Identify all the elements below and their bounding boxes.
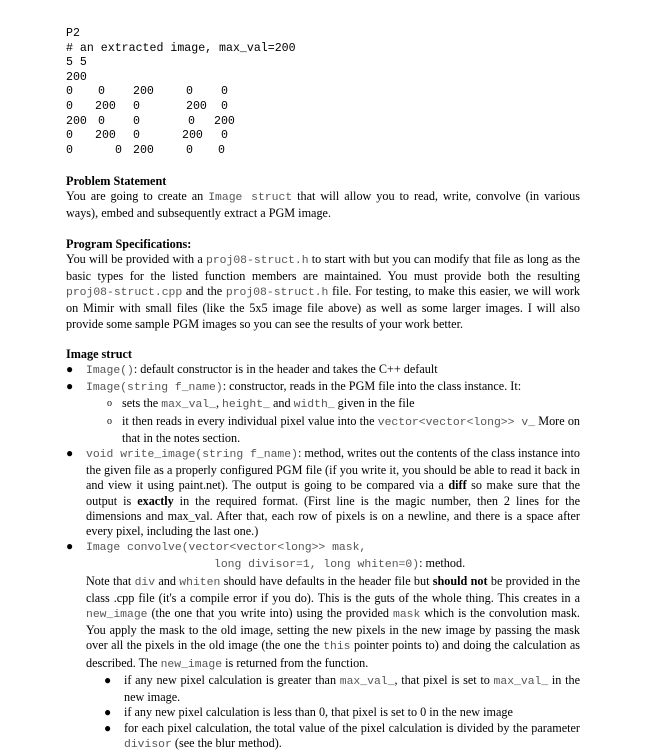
bullet-icon: ●	[104, 705, 112, 720]
pgm-cell: 200	[133, 85, 154, 99]
image-struct-heading: Image struct	[66, 346, 132, 361]
bullet-icon: ●	[66, 446, 74, 461]
pgm-row	[66, 129, 296, 144]
bullet-icon: ●	[104, 720, 112, 735]
pgm-cell: 0	[218, 143, 225, 157]
pgm-row	[66, 144, 296, 159]
pgm-cell: 0	[133, 129, 140, 143]
pgm-cell: 0	[133, 99, 140, 113]
circle-bullet-icon: o	[107, 398, 112, 410]
pgm-cell: 200	[186, 99, 207, 113]
document-body	[66, 174, 580, 753]
pgm-cell: 200	[66, 114, 87, 128]
pgm-maxval: 200	[66, 70, 87, 84]
pgm-cell: 0	[221, 99, 228, 113]
pgm-example	[66, 27, 296, 158]
convolve-note: Note that div and whiten should have defaults in the header file but should not be provided in the class .cpp file (it's a compile error if you do). This is the guts of the whole thing. This creates in a new_image (the one that you write into) using the provided mask which is the convolution mask. You apply the mask to the old image, setting the new pixels in the new image by passing the mask over all the pixels in the old image (the one the this pointer points to) and doing the calculation as described. The new_image is returned from the function.	[86, 573, 580, 671]
program-specs-heading: Program Specifications:	[66, 236, 192, 251]
pgm-dims: 5 5	[66, 56, 87, 70]
pgm-row	[66, 85, 296, 100]
problem-statement-heading: Problem Statement	[66, 174, 167, 188]
problem-statement-text: You are going to create an Image struct that will allow you to read, write, convolve (in various ways), embed and subsequently extract a PGM image.	[66, 189, 580, 221]
convolve-rules-list	[66, 673, 580, 753]
pgm-cell: 0	[133, 114, 140, 128]
list-item: ● Image(): default constructor is in the header and takes the C++ default	[66, 362, 438, 378]
pgm-cell: 0	[98, 114, 105, 128]
pgm-cell: 0	[188, 114, 195, 128]
pgm-cell: 0	[66, 129, 73, 143]
bullet-icon: ●	[66, 539, 74, 554]
pgm-cell: 0	[221, 85, 228, 99]
pgm-cell: 200	[95, 129, 116, 143]
bullet-icon: ●	[66, 362, 74, 377]
pgm-cell: 200	[214, 114, 235, 128]
pgm-cell: 0	[221, 129, 228, 143]
pgm-cell: 0	[66, 85, 73, 99]
pgm-comment: # an extracted image, max_val=200	[66, 41, 296, 55]
pgm-row	[66, 115, 296, 130]
rule-item: ● for each pixel calculation, the total value of the pixel calculation is divided by the parameter divisor (see the blur method).	[104, 720, 580, 751]
list-item: ● Image convolve(vector<vector<long>> mask, long divisor=1, long whiten=0): method. Note that div and whiten should have defaults in the header file but should not be provided in the class .cpp file (it's a compile error if you do). This is the guts of the whole thing. This creates in a new_image (the one that you write into) using the provided mask which is the convolution mask. You apply the mask to the old image, setting the new pixels in the new image by passing the mask over all the pixels in the old image (the one the this pointer points to) and doing the calculation as described. The new_image is returned from the function.	[66, 539, 580, 673]
pgm-cell: 200	[182, 129, 203, 143]
program-specs-text: You will be provided with a proj08-struct.h to start with but you can modify that file as long as the basic types for the listed function members are maintained. You must provide both the resulting proj08-struct.cpp and the proj08-struct.h file. For testing, to make this easier, we will work on Mimir with small files (like the 5x5 image file above) as well as some larger images. I will also provide some sample PGM images so you can see the results of your work better.	[66, 251, 580, 331]
pgm-cell: 0	[66, 99, 73, 113]
pgm-cell: 0	[186, 143, 193, 157]
sub-list	[86, 396, 580, 446]
pgm-cell: 0	[66, 143, 73, 157]
pgm-cell: 0	[115, 143, 122, 157]
pgm-cell: 200	[95, 99, 116, 113]
rule-item: ● if any new pixel calculation is greater than max_val_, that pixel is set to max_val_ in the new image.	[104, 672, 580, 705]
pgm-cell: 0	[98, 85, 105, 99]
list-item: ● Image(string f_name): constructor, reads in the PGM file into the class instance. It: o sets the max_val_, height_ and width_ given in the file o it then reads in every individual pixel value into the vector<vector<long>> v_ More on that in the notes section.	[66, 379, 581, 445]
image-struct-list	[66, 362, 580, 673]
bullet-icon: ●	[66, 379, 74, 394]
sub-list-item: o it then reads in every individual pixel value into the vector<vector<long>> v_ More on that in the notes section.	[107, 413, 581, 445]
rule-item: ● if any new pixel calculation is less than 0, that pixel is set to 0 in the new image	[104, 705, 513, 720]
sub-list-item: o sets the max_val_, height_ and width_ given in the file	[107, 396, 415, 412]
bullet-icon: ●	[104, 672, 112, 687]
circle-bullet-icon: o	[107, 415, 112, 427]
pgm-cell: 0	[186, 85, 193, 99]
pgm-cell: 200	[133, 143, 154, 157]
list-item: ● void write_image(string f_name): method, writes out the contents of the class instance into the given file as a properly configured PGM file (if you write it, you should be able to read it back in and view it using paint.net). The output is going to be compared via a diff so make sure that the output is exactly in the required format. (First line is the magic number, then 2 lines for the dimensions and max_val. After that, each row of pixels is on a newline, and there is a space after every pixel, including the last one.)	[66, 446, 580, 539]
pgm-magic: P2	[66, 27, 80, 40]
pgm-row	[66, 100, 296, 115]
